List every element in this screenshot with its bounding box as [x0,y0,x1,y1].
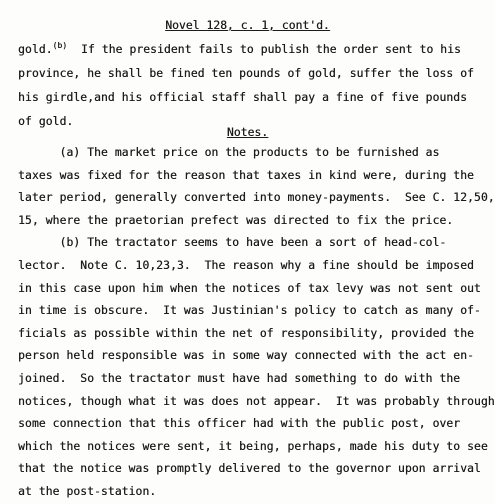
note-line: (b) The tractator seems to have been a sort of head-col- [18,235,447,250]
note-line: at the post-station. [18,484,157,498]
note-line: in time is obscure. It was Justinian's policy to catch as many of- [18,303,481,318]
note-line: (a) The market price on the products to be furnished as [18,145,440,159]
note-line: notices, though what it was does not appear. It was probably through [18,393,495,408]
notes-title: Notes. [226,125,269,139]
body-line: of gold. [18,114,74,128]
first-body-line [18,37,480,61]
body-line: province, he shall be fined ten pounds of gold, suffer the loss of [18,66,474,80]
note-line: ficials as possible within the net of responsibility, provided the [18,325,474,340]
note-line: in this case upon him when the notices of tax levy was not sent out [18,280,481,295]
footnote-reference: (b) [52,41,68,50]
note-line: joined. So the tractator must have had something to do with the [18,371,461,385]
note-line: later period, generally converted into money-payments. See C. 12,50, [18,190,495,205]
page-header: Novel 128, c. 1, cont'd. [165,18,330,32]
note-line: taxes was fixed for the reason that taxes in kind were, during the [18,167,474,182]
note-line: 15, where the praetorian prefect was directed to fix the price. [18,212,454,227]
note-line: lector. Note C. 10,23,3. The reason why a fine should be imposed [18,258,474,272]
first-line-rest: If the president fails to publish the order sent to his [67,42,461,56]
note-line: that the notice was promptly delivered to the governor upon arrival [18,461,481,476]
body-line: his girdle,and his official staff shall pay a fine of five pounds [18,90,468,104]
note-line: which the notices were sent, it being, perhaps, made his duty to see [18,438,488,453]
note-line: some connection that this officer had with the public post, over [18,416,461,431]
note-line: person held responsible was in some way connected with the act en- [18,348,474,363]
first-line-word: gold. [18,42,53,56]
